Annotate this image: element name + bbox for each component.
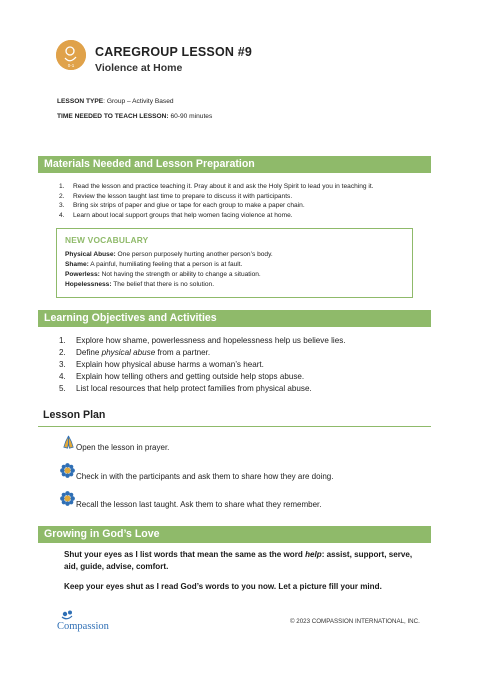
time-label: TIME NEEDED TO TEACH LESSON: — [57, 113, 169, 120]
lesson-plan-heading: Lesson Plan — [43, 409, 106, 421]
list-item: 3. Explain how physical abuse harms a woman’s heart. — [59, 360, 264, 369]
lesson-type-label: LESSON TYPE — [57, 98, 104, 105]
footer-copyright: © 2023 COMPASSION INTERNATIONAL, INC. — [290, 618, 420, 625]
materials-list — [59, 183, 429, 223]
plan-step-2: Check in with the participants and ask them to share how they are doing. — [76, 472, 334, 481]
vocabulary-heading: NEW VOCABULARY — [65, 235, 149, 245]
compassion-logo-icon — [57, 610, 127, 632]
vocab-term: Powerless: Not having the strength or ability to change a situation. — [65, 271, 261, 278]
vocab-term: Shame: A painful, humiliating feeling that a person is at fault. — [65, 261, 243, 268]
objectives-list — [59, 336, 429, 396]
logo-mark: 0-1 — [67, 63, 75, 68]
lesson-type-value: : Group – Activity Based — [103, 98, 174, 105]
plan-step-1: Open the lesson in prayer. — [76, 443, 170, 452]
growing-paragraph-1: Shut your eyes as I list words that mean the same as the word help: assist, support, serve, aid, guide, advise, comfort. — [64, 550, 413, 571]
vocab-term: Physical Abuse: One person purposely hurting another person’s body. — [65, 251, 273, 258]
compassion-logo — [57, 610, 127, 637]
list-item: 2. Define physical abuse from a partner. — [59, 348, 211, 357]
lesson-logo-icon — [56, 40, 86, 70]
lesson-type — [57, 98, 174, 105]
list-item: 3. Bring six strips of paper and glue or tape for each group to make a paper chain. — [59, 202, 305, 209]
flower-icon — [60, 463, 75, 478]
growing-heading-bar — [38, 526, 431, 543]
vocab-term: Hopelessness: The belief that there is no solution. — [65, 281, 215, 288]
time-value: 60-90 minutes — [168, 113, 213, 120]
materials-heading-bar — [38, 156, 431, 173]
list-item: 2. Review the lesson taught last time to prepare to discuss it with participants. — [59, 192, 293, 200]
list-item: 4. Learn about local support groups that help women facing violence at home. — [59, 211, 293, 219]
objectives-heading: Learning Objectives and Activities — [44, 312, 217, 324]
list-item: 4. Explain how telling others and getting outside help stops abuse. — [59, 372, 305, 381]
vocabulary-box — [56, 228, 413, 298]
page-subtitle: Violence at Home — [95, 62, 183, 74]
praying-hands-icon — [61, 435, 76, 450]
growing-heading: Growing in God’s Love — [44, 528, 160, 540]
footer-brand: Compassion — [57, 621, 109, 632]
list-item: 1. Explore how shame, powerlessness and hopelessness help us believe lies. — [59, 336, 346, 345]
growing-paragraph-2: Keep your eyes shut as I read God’s words to you now. Let a picture fill your mind. — [64, 582, 382, 591]
time-needed — [57, 113, 212, 120]
page-title: CAREGROUP LESSON #9 — [95, 45, 253, 59]
lesson-plan-heading-bar — [38, 406, 431, 427]
materials-heading: Materials Needed and Lesson Preparation — [44, 158, 255, 170]
plan-step-3: Recall the lesson last taught. Ask them to share what they remember. — [76, 500, 322, 509]
objectives-heading-bar — [38, 310, 431, 327]
list-item: 1. Read the lesson and practice teaching it. Pray about it and ask the Holy Spirit to lead you in teaching it. — [59, 183, 374, 190]
flower-icon — [60, 491, 75, 506]
list-item: 5. List local resources that help protect families from physical abuse. — [59, 384, 312, 393]
